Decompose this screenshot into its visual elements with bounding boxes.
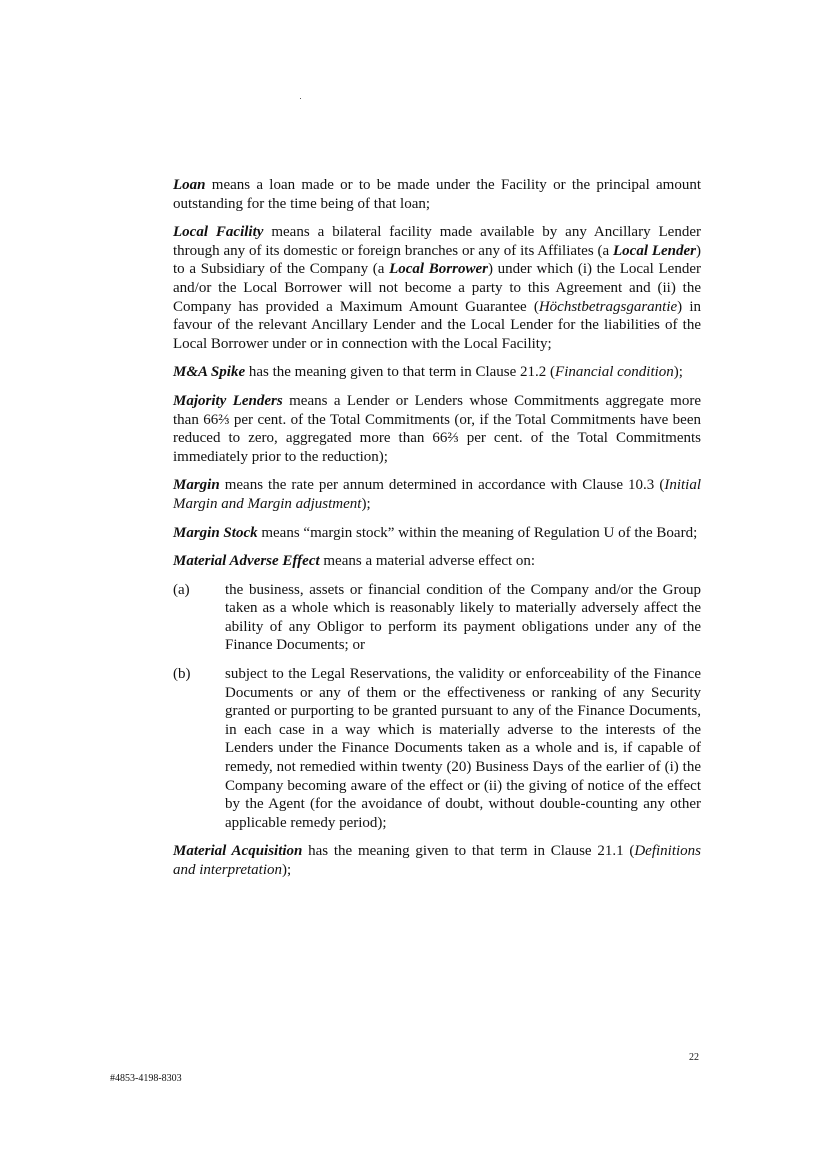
definition-text: means a bilateral facility made available by any Ancillary Lender through any of its domestic or foreign branches or any of its Affiliates (a bbox=[173, 224, 701, 259]
defined-term: Margin Stock bbox=[173, 524, 258, 541]
definition-majority-lenders bbox=[173, 392, 701, 466]
defined-term: M&A Spike bbox=[173, 364, 246, 381]
italic-reference: Initial Margin and Margin adjustment bbox=[173, 477, 701, 512]
definition-text: means “margin stock” within the meaning of Regulation U of the Board; bbox=[257, 524, 698, 541]
definition-text: ); bbox=[361, 495, 371, 512]
definition-loan bbox=[173, 176, 701, 213]
list-item-text: subject to the Legal Reservations, the validity or enforceability of the Finance Documents or any of them or the effectiveness or ranking of any Security granted or purporting to be granted pursuant to any of the Finance Documents, in each case in a way which is materially adverse to the interests of the Lenders under the Finance Documents taken as a whole and is, if capable of remedy, not remedied within twenty (20) Business Days of the earlier of (i) the Company becoming aware of the effect or (ii) the giving of notice of the effect by the Agent (for the avoidance of doubt, without double-counting any other applicable remedy period); bbox=[225, 666, 701, 831]
italic-reference: Financial condition bbox=[555, 364, 674, 381]
definition-local-facility bbox=[173, 223, 701, 353]
defined-term: Material Adverse Effect bbox=[173, 553, 320, 570]
defined-term: Material Acquisition bbox=[173, 843, 303, 860]
definition-text: has the meaning given to that term in Clause 21.1 ( bbox=[302, 843, 635, 860]
definition-text: has the meaning given to that term in Clause 21.2 ( bbox=[245, 364, 556, 381]
definition-margin bbox=[173, 476, 701, 513]
definition-text: means the rate per annum determined in accordance with Clause 10.3 ( bbox=[219, 477, 665, 494]
definition-ma-spike bbox=[173, 363, 701, 382]
definition-text: ) under which (i) the Local Lender and/or the Local Borrower will not become a party to this Agreement and (ii) the Company has provided a Maximum Amount Guarantee ( bbox=[173, 261, 701, 315]
definition-text: ); bbox=[282, 862, 292, 878]
defined-term: Local Borrower bbox=[389, 261, 488, 278]
list-item-text: the business, assets or financial condition of the Company and/or the Group taken as a whole which is reasonably likely to materially adversely affect the ability of any Obligor to perform its payment obligations under any of the Finance Documents; or bbox=[225, 581, 701, 654]
defined-term: Local Lender bbox=[613, 242, 696, 259]
definition-material-acquisition bbox=[173, 842, 701, 879]
stray-mark bbox=[300, 98, 301, 99]
definition-text: ) in favour of the relevant Ancillary Lender and the Local Lender for the liabilities of the Local Borrower under or in connection with the Local Facility; bbox=[173, 298, 701, 352]
definition-text: means a loan made or to be made under the Facility or the principal amount outstanding for the time being of that loan; bbox=[173, 177, 701, 212]
definition-margin-stock bbox=[173, 524, 701, 543]
italic-reference: Höchstbetragsgarantie bbox=[538, 298, 678, 315]
definition-material-adverse-effect bbox=[173, 552, 701, 571]
definition-text: ) to a Subsidiary of the Company (a bbox=[173, 242, 701, 278]
list-item bbox=[173, 665, 701, 832]
definition-text: means a Lender or Lenders whose Commitments aggregate more than 66⅔ per cent. of the Total Commitments (or, if the Total Commitments have been reduced to zero, aggregated more than 66⅔ per cent. of the Total Commitments immediately prior to the reduction); bbox=[173, 392, 701, 465]
list-item bbox=[173, 581, 701, 655]
document-id: #4853-4198-8303 bbox=[110, 1073, 182, 1084]
definition-text: means a material adverse effect on: bbox=[319, 553, 536, 570]
list-item-label: (b) bbox=[173, 666, 191, 683]
defined-term: Loan bbox=[173, 177, 206, 193]
defined-term: Majority Lenders bbox=[173, 392, 283, 409]
page-number: 22 bbox=[689, 1052, 699, 1063]
list-item-label: (a) bbox=[173, 581, 190, 598]
definition-text: ); bbox=[673, 364, 683, 381]
defined-term: Margin bbox=[173, 477, 220, 494]
definitions-body bbox=[173, 176, 701, 890]
defined-term: Local Facility bbox=[173, 224, 264, 241]
italic-reference: Definitions and interpretation bbox=[173, 843, 701, 878]
